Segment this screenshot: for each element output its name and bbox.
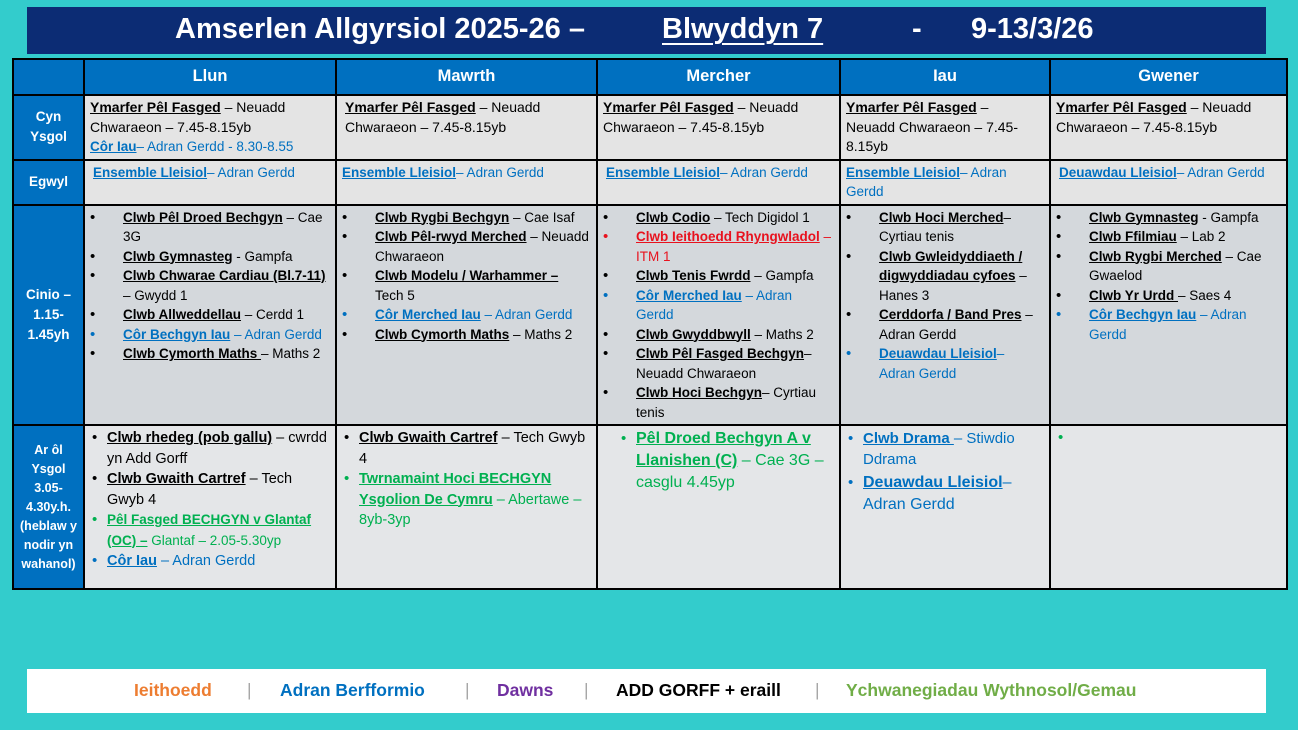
title-dash: -	[912, 13, 922, 45]
cell-ar-tue	[336, 425, 597, 589]
activity-name: Ensemble Lleisiol	[606, 164, 721, 180]
activity-detail: – Gampfa	[750, 268, 814, 283]
list-item	[600, 266, 837, 286]
activity-detail: - Gampfa	[232, 248, 293, 264]
activity-detail: – Saes 4	[1178, 287, 1232, 303]
activity-name: Ymarfer Pêl Fasged	[846, 99, 977, 115]
activity-detail: – Tech Digidol 1	[710, 209, 810, 225]
rowhead-line: 1.15-	[33, 306, 64, 322]
list-item	[843, 305, 1047, 344]
activity-name: Clwb rhedeg (pob gallu)	[107, 430, 273, 446]
activity-name: Clwb Ieithoedd Rhyngwladol	[636, 229, 820, 244]
activity-name: Deuawdau Lleisiol	[879, 346, 997, 361]
list-item	[1053, 428, 1284, 448]
legend-item-adran-berfformio: Adran Berfformio	[280, 680, 425, 700]
timetable	[12, 58, 1288, 590]
activity-detail: – Adran Gerdd	[846, 164, 1007, 199]
activity-detail: – Cae 3G	[123, 209, 323, 244]
list-item	[87, 510, 333, 551]
rowhead-line: Cyn	[35, 109, 62, 125]
activity-name: Côr Iau	[90, 139, 137, 154]
activity-detail: – Tech Gwyb 4	[107, 471, 293, 508]
cell-cyn-thu	[840, 95, 1050, 160]
activity-name: Côr Merched Iau	[375, 307, 481, 322]
legend-item-ychwanegiadau: Ychwanegiadau Wythnosol/Gemau	[846, 680, 1137, 700]
list-item	[339, 305, 594, 325]
cell-egwyl-fri	[1050, 160, 1287, 205]
activity-detail: – Adran Gerdd	[879, 307, 1033, 342]
title-main: Amserlen Allgyrsiol 2025-26 –	[175, 13, 585, 45]
day-header-thu: Iau	[840, 59, 1050, 95]
activity-name: Pêl Droed Bechgyn A v Llanishen (C)	[636, 430, 811, 469]
activity-name: Ymarfer Pêl Fasged	[345, 99, 476, 115]
activity-detail: – Adran Gerdd	[863, 474, 1012, 513]
list-item	[1053, 208, 1284, 228]
cell-egwyl-thu	[840, 160, 1050, 205]
activity-name: Clwb Allweddellau	[123, 307, 242, 322]
activity-detail: – Neuadd Chwaraeon – 7.45-8.15yb	[345, 99, 541, 135]
legend-item-add-gorff: ADD GORFF + eraill	[616, 680, 781, 700]
rowhead-line: nodir yn	[23, 537, 74, 552]
list-item	[1053, 247, 1284, 286]
legend-separator: |	[247, 680, 252, 700]
list-item	[87, 344, 333, 364]
activity-name: Clwb Modelu / Warhammer –	[375, 268, 559, 283]
rowhead-line: 1.45yh	[27, 326, 70, 342]
rowhead-line: Ysgol	[30, 129, 67, 145]
activity-name: Clwb Pêl Droed Bechgyn	[123, 209, 283, 225]
cell-ar-fri	[1050, 425, 1287, 589]
activity-name: Clwb Tenis Fwrdd	[636, 268, 751, 283]
activity-detail: – Adran Gerdd	[456, 164, 544, 180]
cell-cinio-mon	[84, 205, 336, 426]
activity-detail: – Stiwdio Ddrama	[863, 430, 1015, 468]
activity-name: Côr Bechgyn Iau	[123, 326, 231, 342]
activity-name: Twrnamaint Hoci BECHGYN Ysgolion De Cymru	[359, 471, 552, 508]
activity-detail: – Adran Gerdd	[207, 164, 295, 180]
activity-detail: – Adran Gerdd	[879, 346, 1005, 381]
row-header-cinio	[13, 205, 84, 426]
title-bar	[27, 7, 1266, 54]
activity-name: Ensemble Lleisiol	[846, 164, 961, 180]
activity-detail: – Cae Isaf	[509, 209, 575, 225]
activity-detail: – Adran Gerdd	[480, 307, 573, 322]
list-item	[87, 325, 333, 345]
activity-name: Clwb Drama	[863, 430, 954, 447]
activity-detail: – Abertawe – 8yb-3yp	[359, 491, 582, 528]
list-item	[339, 266, 594, 305]
activity-detail: – Neuadd Chwaraeon – 7.45-8.15yb	[1056, 99, 1252, 135]
list-item	[339, 325, 594, 345]
activity-detail: – Tech Gwyb 4	[359, 430, 586, 467]
title-date: 9-13/3/26	[971, 13, 1094, 45]
activity-detail: – Gwydd 1	[123, 287, 188, 303]
list-item	[87, 266, 333, 305]
list-item	[339, 208, 594, 228]
list-item	[843, 247, 1047, 306]
activity-detail: Tech 5	[375, 287, 415, 303]
list-item	[843, 208, 1047, 247]
activity-detail: – Cyrtiau tenis	[879, 209, 1012, 244]
activity-name: Côr Bechgyn Iau	[1089, 307, 1197, 322]
row-header-ar-ol-ysgol	[13, 425, 84, 589]
activity-name: Clwb Chwarae Cardiau (Bl.7-11)	[123, 268, 326, 283]
list-item	[1053, 305, 1284, 344]
activity-name: Clwb Gwaith Cartref	[359, 430, 498, 446]
rowhead-line: Ysgol	[31, 461, 66, 476]
legend-separator: |	[815, 680, 820, 700]
list-item	[1053, 227, 1284, 247]
activity-detail: – Adran Gerdd	[636, 287, 793, 322]
cell-ar-thu	[840, 425, 1050, 589]
list-item	[87, 551, 333, 572]
activity-name: Cerddorfa / Band Pres	[879, 307, 1022, 322]
activity-detail: – Neuadd Chwaraeon – 7.45-8.15yb	[90, 99, 286, 135]
activity-name: Clwb Gwaith Cartref	[107, 471, 246, 487]
activity-detail: – cwrdd yn Add Gorff	[107, 430, 327, 467]
list-item	[600, 325, 837, 345]
cell-egwyl-tue	[336, 160, 597, 205]
rowhead-line: 3.05-	[34, 480, 63, 495]
activity-name: Clwb Cymorth Maths	[123, 346, 262, 361]
activity-detail: – Hanes 3	[879, 268, 1027, 303]
activity-name: Côr Iau	[107, 553, 157, 569]
list-item	[87, 305, 333, 325]
activity-name: Clwb Gymnasteg	[123, 248, 233, 264]
activity-name: Ensemble Lleisiol	[93, 164, 208, 180]
list-item	[843, 344, 1047, 383]
row-header-egwyl: Egwyl	[13, 160, 84, 205]
day-header-mon: Llun	[84, 59, 336, 95]
activity-name: Clwb Cymorth Maths	[375, 326, 510, 342]
legend-bar	[27, 669, 1266, 713]
activity-name: Clwb Pêl Fasged Bechgyn	[636, 346, 805, 361]
activity-detail: – Neuadd Chwaraeon	[375, 229, 589, 264]
list-item	[600, 208, 837, 228]
corner-cell	[13, 59, 84, 95]
activity-name: Clwb Yr Urdd	[1089, 287, 1179, 303]
rowhead-line: Ar ôl	[34, 442, 63, 457]
activity-name: Clwb Ffilmiau	[1089, 229, 1177, 244]
list-item	[87, 469, 333, 510]
cell-cinio-fri	[1050, 205, 1287, 426]
rowhead-line: 4.30y.h.	[26, 499, 71, 514]
activity-name: Clwb Gwyddbwyll	[636, 326, 751, 342]
activity-name: Côr Merched Iau	[636, 287, 742, 303]
list-item	[600, 344, 837, 383]
activity-detail: – Cae Gwaelod	[1089, 248, 1262, 283]
activity-detail: - Gampfa	[1198, 209, 1259, 225]
day-header-fri: Gwener	[1050, 59, 1287, 95]
activity-name: Clwb Codio	[636, 209, 711, 225]
list-item	[339, 469, 594, 531]
activity-name: Ymarfer Pêl Fasged	[90, 99, 221, 115]
activity-detail: – Maths 2	[509, 326, 573, 342]
activity-name: Ymarfer Pêl Fasged	[1056, 99, 1187, 115]
activity-detail: Neuadd Chwaraeon – 7.45-8.15yb	[846, 118, 1019, 154]
activity-name: Ymarfer Pêl Fasged	[603, 99, 734, 115]
rowhead-line: Cinio –	[25, 286, 71, 302]
list-item	[600, 286, 837, 325]
list-item	[87, 208, 333, 247]
list-item	[339, 428, 594, 469]
cell-egwyl-wed	[597, 160, 840, 205]
cell-ar-wed	[597, 425, 840, 589]
activity-detail: – Neuadd Chwaraeon – 7.45-8.15yb	[603, 99, 799, 135]
activity-name: Deuawdau Lleisiol	[863, 474, 1003, 491]
cell-cyn-fri	[1050, 95, 1287, 160]
cell-cinio-thu	[840, 205, 1050, 426]
row-header-cyn-ysgol	[13, 95, 84, 160]
activity-name: Pêl Fasged BECHGYN v Glantaf (OC) –	[107, 512, 312, 548]
activity-detail: – Neuadd Chwaraeon	[636, 346, 812, 381]
activity-detail: – ITM 1	[636, 229, 832, 264]
day-header-tue: Mawrth	[336, 59, 597, 95]
list-item	[87, 428, 333, 469]
activity-detail: – Maths 2	[750, 326, 814, 342]
cell-cyn-wed	[597, 95, 840, 160]
list-item	[600, 227, 837, 266]
cell-cyn-mon	[84, 95, 336, 160]
activity-detail: –	[976, 99, 989, 115]
list-item	[1053, 286, 1284, 306]
activity-detail: – Cerdd 1	[241, 307, 305, 322]
legend-separator: |	[584, 680, 589, 700]
list-item	[843, 428, 1047, 470]
activity-name: Clwb Rygbi Bechgyn	[375, 209, 510, 225]
activity-name: Clwb Hoci Bechgyn	[636, 385, 763, 400]
activity-detail: Glantaf – 2.05-5.30yp	[147, 532, 282, 548]
activity-name: Clwb Pêl-rwyd Merched	[375, 229, 527, 244]
activity-name: Clwb Hoci Merched	[879, 209, 1004, 225]
activity-name: Deuawdau Lleisiol	[1059, 164, 1177, 180]
activity-detail: – Adran Gerdd	[230, 326, 322, 342]
activity-detail: – Cyrtiau tenis	[636, 385, 817, 420]
activity-detail: – Adran Gerdd	[720, 164, 808, 180]
list-item	[87, 247, 333, 267]
activity-detail: – Adran Gerdd - 8.30-8.55	[136, 139, 294, 154]
cell-egwyl-mon	[84, 160, 336, 205]
cell-cyn-tue	[336, 95, 597, 160]
cell-ar-mon	[84, 425, 336, 589]
day-header-wed: Mercher	[597, 59, 840, 95]
activity-name: Ensemble Lleisiol	[342, 164, 457, 180]
activity-name: Clwb Gymnasteg	[1089, 209, 1199, 225]
activity-detail: – Adran Gerdd	[1176, 164, 1265, 180]
activity-detail: – Lab 2	[1176, 229, 1226, 244]
list-item	[600, 383, 837, 422]
activity-name: Clwb Rygbi Merched	[1089, 248, 1222, 264]
cell-cinio-wed	[597, 205, 840, 426]
rowhead-line: wahanol)	[21, 556, 76, 571]
legend-separator: |	[465, 680, 470, 700]
activity-detail: – Adran Gerdd	[1089, 307, 1247, 342]
rowhead-line: (heblaw y	[20, 518, 77, 533]
activity-detail: – Adran Gerdd	[156, 553, 256, 569]
legend-item-dawns: Dawns	[497, 680, 554, 700]
list-item	[616, 428, 837, 494]
cell-cinio-tue	[336, 205, 597, 426]
activity-detail: – Maths 2	[261, 346, 321, 361]
list-item	[339, 227, 594, 266]
list-item	[843, 472, 1047, 516]
legend-item-ieithoedd: Ieithoedd	[134, 680, 212, 700]
activity-detail: – Cae 3G – casglu 4.45yp	[636, 452, 824, 491]
activity-name: Clwb Gwleidyddiaeth / digwyddiadau cyfoes	[879, 248, 1023, 283]
title-year: Blwyddyn 7	[662, 13, 824, 45]
